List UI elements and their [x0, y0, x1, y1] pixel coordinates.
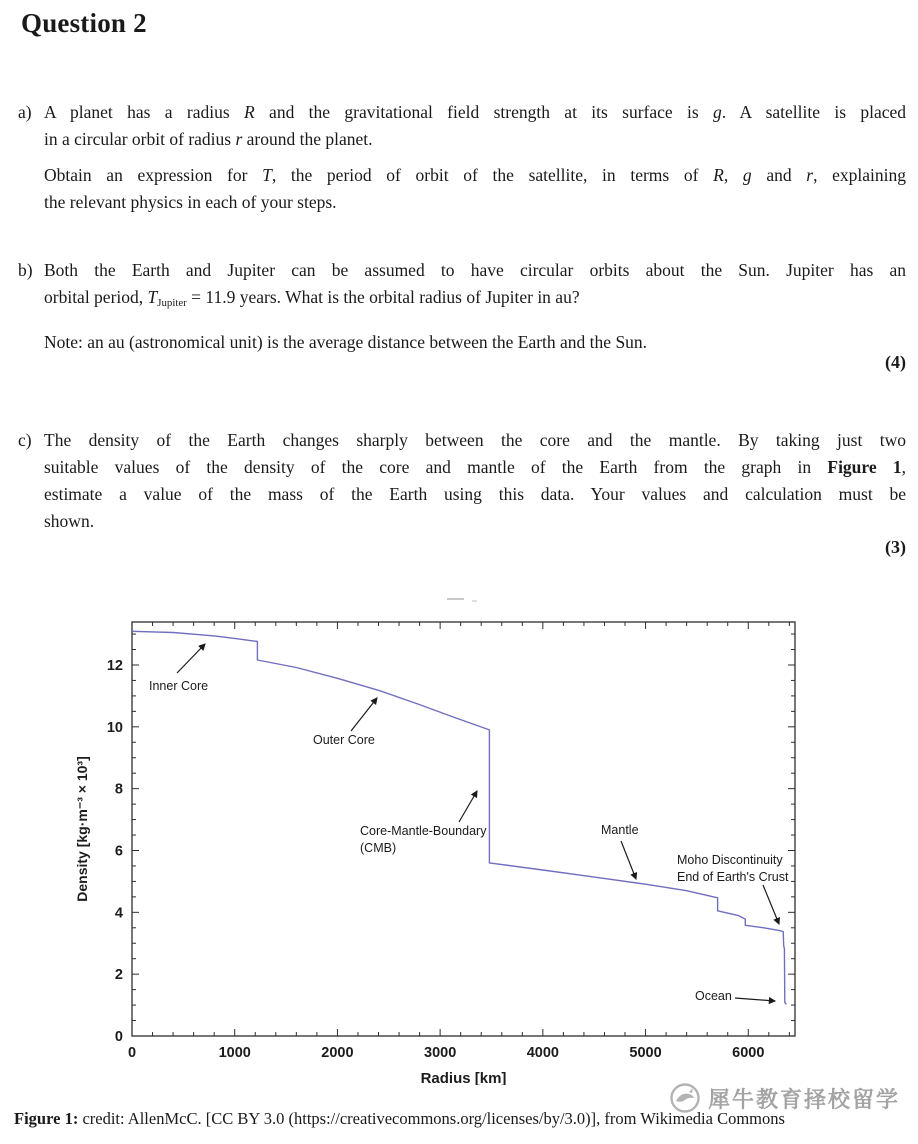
svg-text:2: 2 — [114, 967, 123, 984]
svg-text:Mantle: Mantle — [601, 823, 639, 837]
svg-text:4: 4 — [114, 905, 123, 922]
svg-text:3000: 3000 — [424, 1045, 457, 1061]
svg-text:4000: 4000 — [526, 1045, 559, 1061]
svg-text:0: 0 — [114, 1029, 123, 1045]
text-line: orbital period, TJupiter = 11.9 years. What is the orbital radius of Jupiter in au? — [44, 287, 580, 310]
figure-caption: Figure 1: credit: AllenMcC. [CC BY 3.0 (https://creativecommons.org/licenses/by/3.0)], from Wikimedia Commons — [14, 1109, 785, 1128]
text-line: in a circular orbit of radius r around the planet. — [44, 129, 373, 149]
text-line: suitable values of the density of the core and mantle of the Earth from the graph in Figure 1, — [44, 457, 906, 477]
part-b-marks-badge: (4) — [885, 352, 906, 372]
svg-text:End of Earth's Crust: End of Earth's Crust — [677, 870, 789, 884]
svg-text:6000: 6000 — [732, 1045, 765, 1061]
svg-text:1000: 1000 — [218, 1045, 251, 1061]
part-a-label: a) — [18, 102, 32, 122]
svg-text:6: 6 — [114, 843, 123, 860]
svg-text:0: 0 — [127, 1045, 137, 1061]
svg-text:Ocean: Ocean — [695, 989, 732, 1003]
text-line: The density of the Earth changes sharply between the core and the mantle. By taking just two — [44, 430, 906, 450]
svg-text:5000: 5000 — [629, 1045, 662, 1061]
svg-text:(CMB): (CMB) — [360, 841, 397, 855]
svg-text:2000: 2000 — [321, 1045, 354, 1061]
svg-text:10: 10 — [106, 719, 123, 736]
part-c-text — [44, 427, 906, 535]
svg-text:Outer Core: Outer Core — [313, 733, 375, 747]
part-a-text — [44, 99, 906, 216]
watermark-text: 犀牛教育择校留学 — [708, 1086, 901, 1112]
svg-text:8: 8 — [114, 781, 123, 798]
text-line: the relevant physics in each of your steps. — [44, 192, 337, 212]
text-line: A planet has a radius R and the gravitational field strength at its surface is g. A satellite is placed — [44, 102, 907, 122]
part-c-marks-badge: (3) — [885, 537, 906, 557]
svg-text:12: 12 — [106, 657, 123, 674]
text-line: shown. — [44, 511, 95, 531]
text-line: Both the Earth and Jupiter can be assumed to have circular orbits about the Sun. Jupiter has an — [44, 260, 906, 280]
svg-text:Moho Discontinuity: Moho Discontinuity — [677, 853, 783, 867]
svg-text:Density [kg·m⁻³ × 10³]: Density [kg·m⁻³ × 10³] — [74, 756, 90, 902]
text-line: Note: an au (astronomical unit) is the average distance between the Earth and the Sun. — [44, 332, 648, 352]
svg-text:Radius [km]: Radius [km] — [420, 1070, 507, 1085]
text-line: Obtain an expression for T, the period of orbit of the satellite, in terms of R, g and r, explaining — [44, 165, 906, 185]
text-line: estimate a value of the mass of the Earth using this data. Your values and calculation must be — [44, 484, 906, 504]
svg-text:Inner Core: Inner Core — [149, 679, 209, 693]
part-b-label: b) — [18, 260, 33, 280]
part-c-label: c) — [18, 430, 32, 450]
figure-1-chart — [0, 595, 918, 1085]
svg-text:Core-Mantle-Boundary: Core-Mantle-Boundary — [360, 824, 487, 838]
question-heading: Question 2 — [21, 8, 147, 38]
part-b-text — [44, 257, 906, 356]
